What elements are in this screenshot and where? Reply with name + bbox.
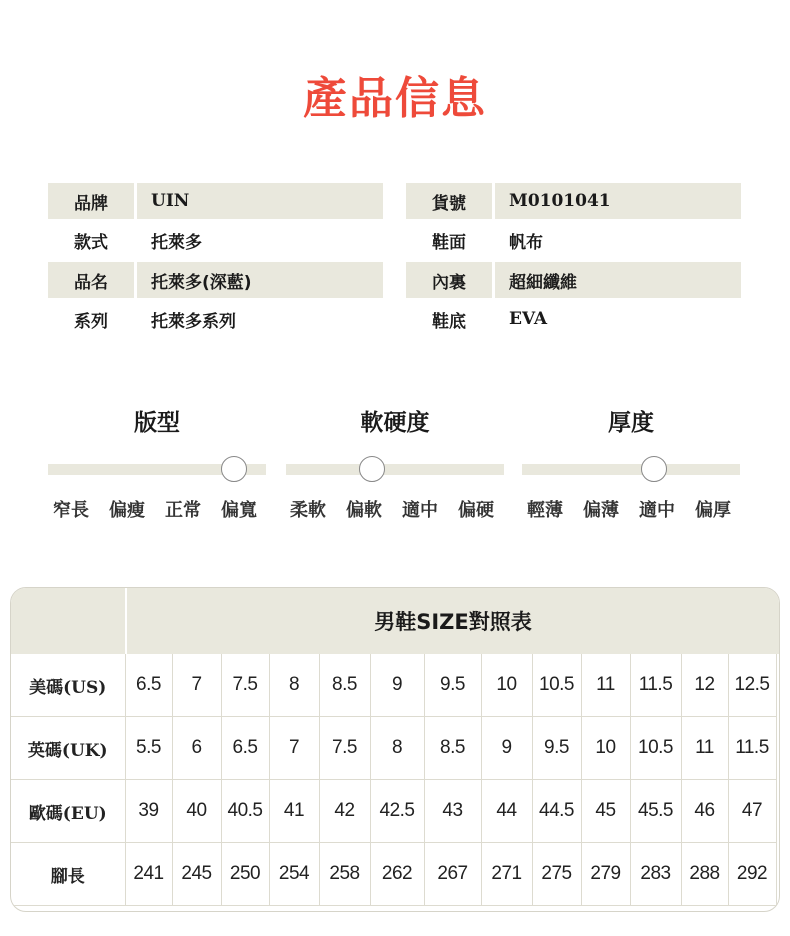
info-value: 托萊多: [151, 232, 202, 253]
gauge-label: 偏寬: [221, 500, 257, 521]
info-value: UIN: [151, 191, 190, 211]
size-cell: 7.5: [319, 717, 370, 780]
size-cell: 12.5: [728, 654, 776, 717]
gauge-title-fit: 版型: [134, 410, 180, 436]
size-cell: 45: [581, 780, 630, 843]
info-row-sole: [406, 301, 741, 337]
size-cell: 267: [424, 843, 481, 906]
size-cell: 47: [728, 780, 776, 843]
size-cell: 275: [532, 843, 581, 906]
size-cell: 9: [370, 654, 424, 717]
info-label: 鞋面: [432, 232, 466, 253]
size-row: [11, 780, 776, 843]
size-cell: 279: [581, 843, 630, 906]
size-chart: [10, 587, 780, 912]
info-row-upper: [406, 222, 741, 258]
info-value: 托萊多系列: [151, 311, 236, 332]
size-cell: 10.5: [532, 654, 581, 717]
size-cell: 43: [424, 780, 481, 843]
gauge-knob-fit: [221, 456, 247, 482]
size-cell: 271: [481, 843, 532, 906]
gauge-label: 輕薄: [527, 500, 563, 521]
size-row-header: 美碼(US): [11, 654, 125, 717]
gauge-title-hardness: 軟硬度: [360, 410, 430, 436]
size-cell: 6.5: [125, 654, 172, 717]
info-value: EVA: [509, 309, 548, 329]
info-value: 帆布: [509, 232, 543, 253]
gauge-label: 偏厚: [695, 500, 731, 521]
size-cell: 254: [269, 843, 319, 906]
gauge-label: 柔軟: [290, 500, 326, 521]
info-row-series: [48, 301, 383, 337]
gauge-label: 偏薄: [583, 500, 619, 521]
size-cell: 250: [221, 843, 269, 906]
info-value: M0101041: [509, 191, 611, 211]
info-label: 品名: [74, 272, 108, 293]
size-cell: 241: [125, 843, 172, 906]
size-cell: 262: [370, 843, 424, 906]
size-cell: 9.5: [532, 717, 581, 780]
gauge-knob-thickness: [641, 456, 667, 482]
size-cell: 11: [681, 717, 728, 780]
size-row-header: 英碼(UK): [11, 717, 125, 780]
size-cell: 9: [481, 717, 532, 780]
gauge-label: 正常: [165, 500, 201, 521]
size-cell: 10.5: [630, 717, 681, 780]
size-cell: 7: [172, 654, 221, 717]
size-cell: 283: [630, 843, 681, 906]
size-cell: 12: [681, 654, 728, 717]
page-title: 產品信息: [303, 73, 487, 124]
size-cell: 40: [172, 780, 221, 843]
size-cell: 42.5: [370, 780, 424, 843]
size-cell: 11: [581, 654, 630, 717]
size-cell: 258: [319, 843, 370, 906]
size-cell: 6.5: [221, 717, 269, 780]
info-row-brand: [48, 183, 383, 219]
size-row-header: 腳長: [11, 843, 125, 906]
size-chart-header: [11, 588, 779, 654]
size-row: [11, 843, 776, 906]
size-cell: 44.5: [532, 780, 581, 843]
size-cell: 39: [125, 780, 172, 843]
gauge-track-thickness: [522, 464, 740, 475]
info-row-product-name: [48, 262, 383, 298]
info-label: 款式: [74, 232, 108, 253]
size-cell: 11.5: [630, 654, 681, 717]
size-cell: 9.5: [424, 654, 481, 717]
gauge-track-hardness: [286, 464, 504, 475]
size-cell: 41: [269, 780, 319, 843]
size-cell: 5.5: [125, 717, 172, 780]
size-cell: 8: [370, 717, 424, 780]
gauge-label: 偏硬: [458, 500, 494, 521]
info-value: 超細纖維: [509, 272, 577, 293]
size-cell: 46: [681, 780, 728, 843]
size-row: [11, 717, 776, 780]
size-cell: 10: [481, 654, 532, 717]
size-cell: 7: [269, 717, 319, 780]
gauge-label: 偏瘦: [109, 500, 145, 521]
size-cell: 245: [172, 843, 221, 906]
info-label: 系列: [74, 311, 108, 332]
info-row-lining: [406, 262, 741, 298]
size-cell: 292: [728, 843, 776, 906]
size-cell: 10: [581, 717, 630, 780]
size-row-header: 歐碼(EU): [11, 780, 125, 843]
info-row-item-number: [406, 183, 741, 219]
size-cell: 40.5: [221, 780, 269, 843]
size-cell: 44: [481, 780, 532, 843]
size-cell: 45.5: [630, 780, 681, 843]
size-cell: 8.5: [424, 717, 481, 780]
size-row: [11, 654, 776, 717]
size-cell: 42: [319, 780, 370, 843]
gauge-title-thickness: 厚度: [608, 410, 654, 436]
info-label: 內裏: [432, 272, 466, 293]
size-cell: 11.5: [728, 717, 776, 780]
size-chart-title: 男鞋SIZE對照表: [374, 610, 532, 634]
gauge-label: 窄長: [53, 500, 89, 521]
gauge-label: 偏軟: [346, 500, 382, 521]
gauge-knob-hardness: [359, 456, 385, 482]
gauge-label: 適中: [639, 500, 675, 521]
size-cell: 8: [269, 654, 319, 717]
size-cell: 6: [172, 717, 221, 780]
info-label: 品牌: [74, 193, 108, 214]
info-label: 鞋底: [432, 311, 466, 332]
size-table: [11, 654, 777, 906]
size-cell: 7.5: [221, 654, 269, 717]
info-value: 托萊多(深藍): [151, 272, 252, 293]
gauge-label: 適中: [402, 500, 438, 521]
size-cell: 288: [681, 843, 728, 906]
info-row-style: [48, 222, 383, 258]
info-label: 貨號: [432, 193, 466, 214]
size-cell: 8.5: [319, 654, 370, 717]
